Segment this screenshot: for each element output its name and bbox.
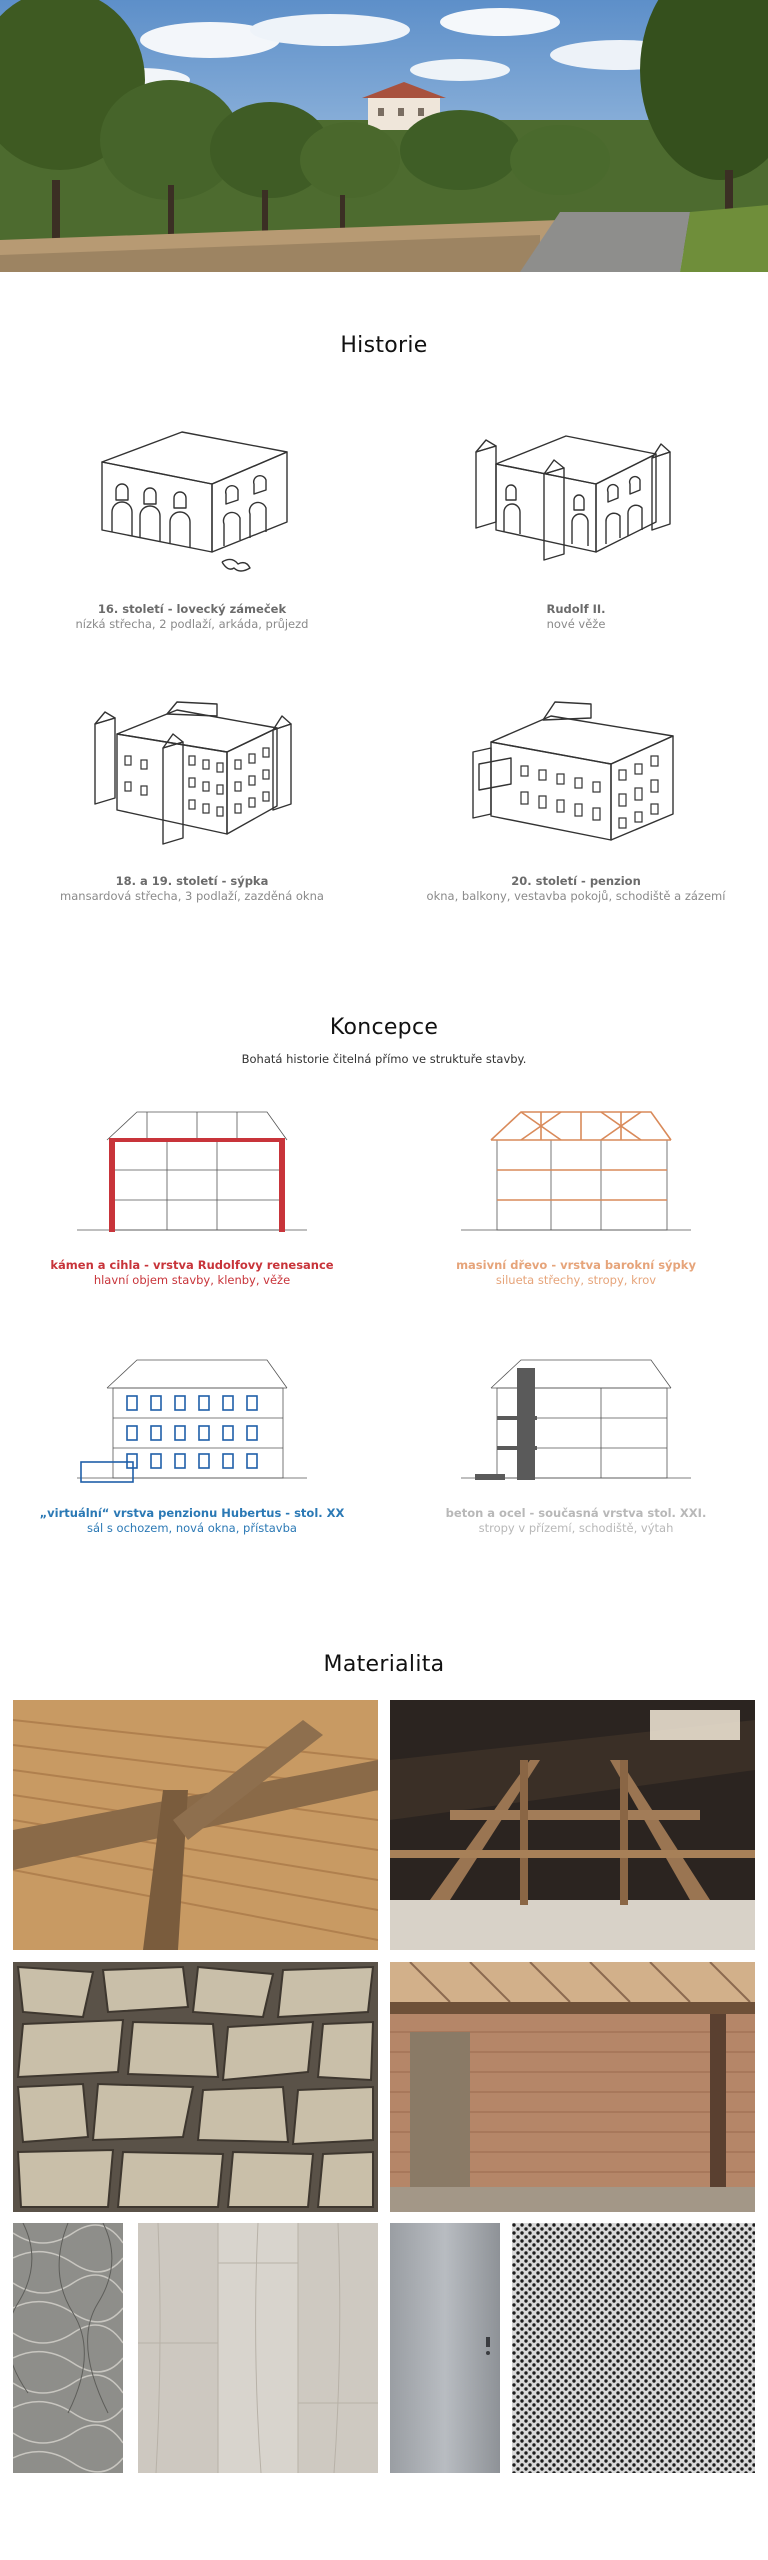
historie-caption-3	[0, 874, 384, 904]
swatch-perforated-metal	[512, 2223, 755, 2473]
caption-title: beton a ocel - současná vrstva stol. XXI.	[445, 1506, 707, 1520]
koncepce-caption-2	[384, 1258, 768, 1288]
koncepce-caption-4	[384, 1506, 768, 1536]
sketch-hunting-lodge	[72, 422, 312, 594]
caption-desc: nové věže	[546, 617, 606, 631]
caption-title: Rudolf II.	[546, 602, 606, 616]
caption-title: masivní dřevo - vrstva barokní sýpky	[456, 1258, 696, 1272]
swatch-steel-door	[390, 2223, 500, 2473]
sketch-granary	[67, 694, 317, 866]
koncepce-card-stone-brick	[0, 1100, 384, 1288]
caption-title: „virtuální“ vrstva penzionu Hubertus - stol. XX	[39, 1506, 345, 1520]
caption-desc: nízká střecha, 2 podlaží, arkáda, průjezd	[75, 617, 309, 631]
photo-stone-wall	[13, 1962, 378, 2212]
historie-caption-2	[384, 602, 768, 632]
caption-title: 20. století - penzion	[511, 874, 641, 888]
koncepce-card-timber	[384, 1100, 768, 1288]
swatch-light-wood	[138, 2223, 378, 2473]
historie-card-granary	[0, 694, 384, 904]
koncepce-card-concrete-steel	[384, 1348, 768, 1536]
photo-attic-truss	[390, 1700, 755, 1950]
historie-card-guesthouse	[384, 694, 768, 904]
section-drawing-stone-brick	[67, 1100, 317, 1250]
koncepce-caption-1	[0, 1258, 384, 1288]
photo-brick-wall	[390, 1962, 755, 2212]
historie-card-rudolf	[384, 422, 768, 632]
koncepce-subtitle: Bohatá historie čitelná přímo ve struktuře stavby.	[241, 1052, 527, 1066]
caption-title: kámen a cihla - vrstva Rudolfovy renesance	[50, 1258, 334, 1272]
caption-title: 18. a 19. století - sýpka	[115, 874, 269, 888]
historie-caption-1	[0, 602, 384, 632]
caption-desc: mansardová střecha, 3 podlaží, zazděná okna	[60, 889, 324, 903]
photo-timber-ceiling	[13, 1700, 378, 1950]
section-drawing-virtual	[67, 1348, 317, 1498]
koncepce-caption-3	[0, 1506, 384, 1536]
historie-title: Historie	[340, 333, 428, 358]
caption-desc: sál s ochozem, nová okna, přístavba	[87, 1521, 297, 1535]
hero-photo	[0, 0, 768, 272]
sketch-guesthouse	[451, 694, 701, 866]
sketch-rudolf-towers	[456, 422, 696, 594]
section-drawing-concrete-steel	[451, 1348, 701, 1498]
section-drawing-timber	[451, 1100, 701, 1250]
koncepce-card-virtual	[0, 1348, 384, 1536]
caption-desc: stropy v přízemí, schodiště, výtah	[478, 1521, 674, 1535]
caption-desc: silueta střechy, stropy, krov	[495, 1273, 657, 1287]
swatch-wood-wool	[13, 2223, 123, 2473]
caption-title: 16. století - lovecký zámeček	[97, 602, 287, 616]
historie-caption-4	[384, 874, 768, 904]
historie-card-16th-century	[0, 422, 384, 632]
caption-desc: okna, balkony, vestavba pokojů, schodiště a zázemí	[426, 889, 726, 903]
materialita-title: Materialita	[323, 1652, 445, 1677]
koncepce-title: Koncepce	[329, 1015, 439, 1040]
caption-desc: hlavní objem stavby, klenby, věže	[93, 1273, 291, 1287]
